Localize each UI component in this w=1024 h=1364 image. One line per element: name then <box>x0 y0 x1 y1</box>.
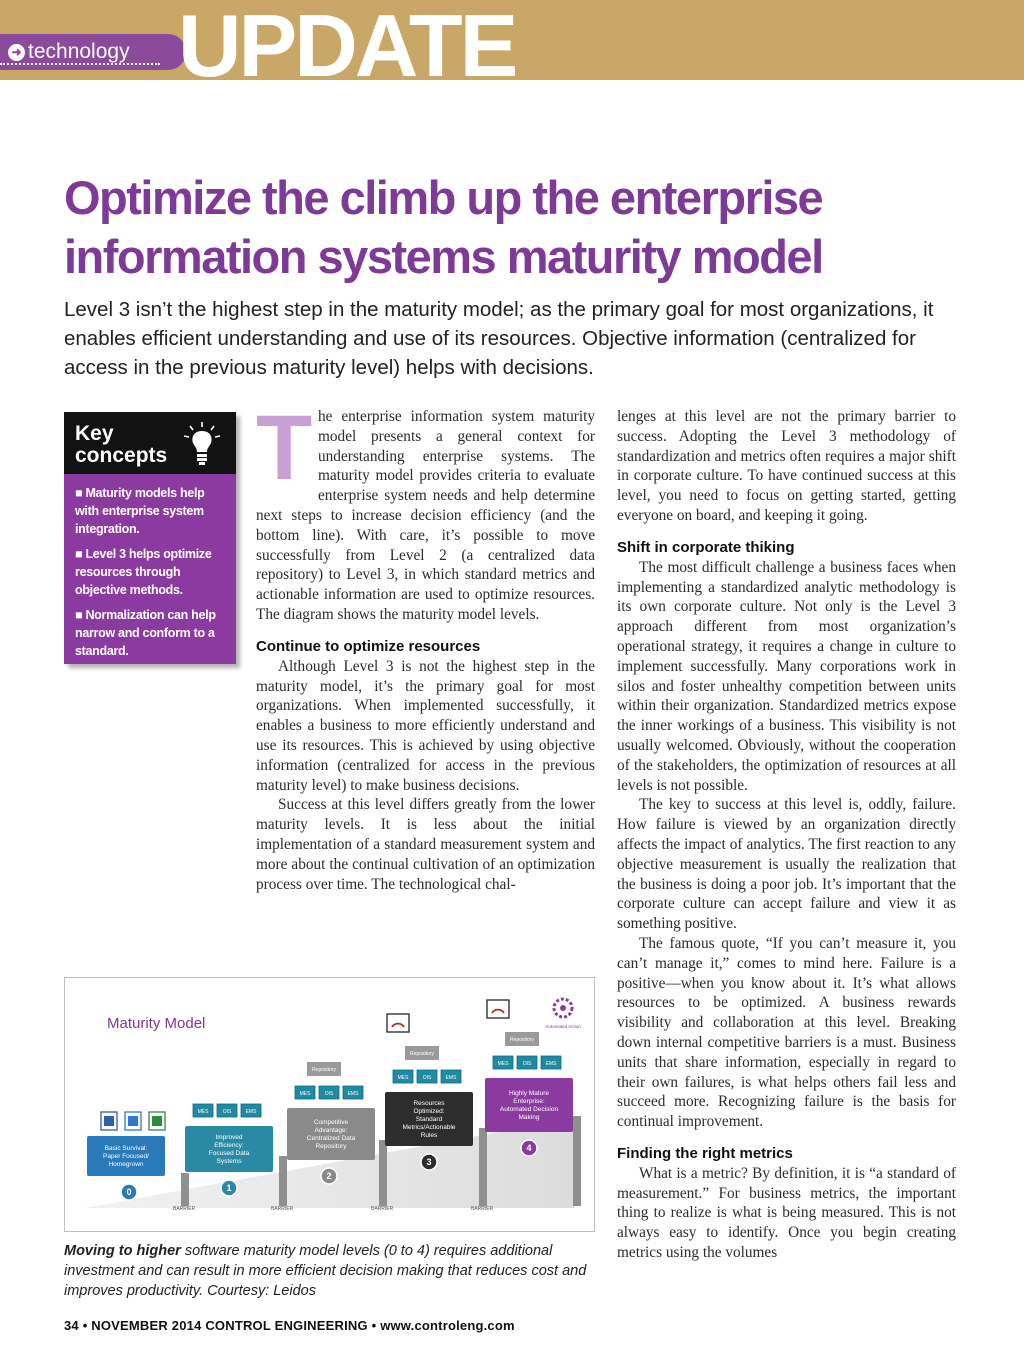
body-paragraph: The most difficult challenge a business faces when implementing a standardized analytic methodology is its own corporate culture. Not only is the Level 3 approach different from most organization’s operational strategy, it requires a change in culture to implement successfully. Many corporations work in silos and foster unhealthy competition between units within their organization. Standardized metrics expose the inner workings of a business. This visibility is not usually welcomed. Obviously, without the cooperation of the stakeholders, the optimization of resources at all levels is not possible. <box>617 558 956 794</box>
body-paragraph: he enterprise information system maturity model presents a general context for understanding enterprise systems. The maturity model provides criteria to evaluate enterprise system needs and help determine next steps to increase decision efficiency (and the bottom line). With care, it’s possible to move successfully from Level 2 (a centralized data repository) to Level 3, in which standard metrics and actionable information are used to optimize resources. The diagram shows the maturity model levels. <box>256 408 595 623</box>
key-concept-item: ■ Maturity models help with enterprise system integration. <box>75 486 205 536</box>
level-label: Repository <box>315 1143 347 1150</box>
subhead: Continue to optimize resources <box>256 637 481 655</box>
article-column-1 <box>256 397 595 894</box>
system-tag-label: MES <box>497 1061 509 1067</box>
level-label: Systems <box>216 1158 242 1165</box>
level-box <box>485 1078 573 1132</box>
barrier-pillar <box>379 1140 387 1206</box>
body-paragraph: Success at this level differs greatly from the lower maturity levels. It is less about the initial implementation of a standard measurement system and more about the continual cultivation of an optimization process over time. The technological chal- <box>256 796 595 893</box>
system-tag-label: MES <box>299 1091 311 1097</box>
figure-caption <box>64 1241 604 1301</box>
caption-text: software maturity model levels (0 to 4) requires additional investment and can result in more efficient decision making that reduces cost and improves productivity. Courtesy: Leidos <box>64 1243 587 1299</box>
repository-label: Repository <box>510 1037 534 1043</box>
level-number: 0 <box>126 1187 132 1197</box>
level-label: Homegrown <box>108 1161 144 1168</box>
level-label: Paper Focused/ <box>103 1153 149 1160</box>
level-label: Advantage: <box>314 1127 348 1134</box>
key-concepts-list <box>64 474 236 664</box>
barrier-label: BARRIER <box>173 1206 196 1212</box>
level-label: Improved <box>215 1134 243 1141</box>
drop-cap: T <box>256 397 313 499</box>
issue-line: NOVEMBER 2014 CONTROL ENGINEERING <box>91 1318 368 1333</box>
body-paragraph: The key to success at this level is, oddly, failure. How failure is viewed by an organization directly affects the impact of analytics. The first reaction to any objective measurement is usually the realization that the business is doing a poor job. It’s important that the corporate culture can accept failure and view it as something positive. <box>617 796 956 933</box>
body-paragraph: lenges at this level are not the primary barrier to success. Adopting the Level 3 methodology of standardization and metrics often requires a major shift in corporate culture. To have continued success at this level, you need to focus on getting started, getting everyone on board, and keeping it going. <box>617 408 956 524</box>
level-number: 4 <box>526 1143 532 1153</box>
maturity-model-figure <box>64 977 595 1232</box>
gear-center <box>560 1005 566 1011</box>
key-concepts-box <box>64 412 236 664</box>
level-label: Efficiency: <box>214 1142 244 1149</box>
level-label: Metrics/Actionable <box>402 1124 456 1131</box>
banner-word: UPDATE <box>178 6 516 86</box>
system-tag-label: EMS <box>545 1061 557 1067</box>
level-number: 2 <box>326 1171 332 1181</box>
system-tag-label: OIS <box>522 1061 532 1067</box>
barrier-pillar <box>573 1116 581 1206</box>
document-icon-mark <box>152 1116 162 1126</box>
level-label: Making <box>518 1114 540 1121</box>
lightbulb-icon <box>182 421 222 467</box>
system-tag-label: OIS <box>222 1109 232 1115</box>
key-concept-item: ■ Level 3 helps optimize resources through objective methods. <box>75 547 212 597</box>
level-box <box>185 1126 273 1172</box>
subhead: Shift in corporate thiking <box>617 538 795 556</box>
key-concepts-heading-2: concepts <box>75 444 168 467</box>
level-label: Highly Mature <box>508 1090 550 1097</box>
page-number: 34 <box>64 1318 79 1333</box>
level-label: Automated Decision <box>499 1106 559 1113</box>
subhead: Finding the right metrics <box>617 1144 793 1162</box>
repository-label: Repository <box>312 1067 336 1073</box>
level-label: Optimized: <box>413 1108 445 1115</box>
key-concepts-heading-1: Key <box>75 422 114 445</box>
level-number: 1 <box>226 1183 232 1193</box>
figure-title: Maturity Model <box>107 1015 206 1032</box>
system-tag-label: OIS <box>422 1075 432 1081</box>
body-paragraph: Although Level 3 is not the highest step in the maturity model, it’s the primary goal for most organizations. When implemented successfully, it enables a business to more efficiently understand and use its resources. This is achieved by using objective information (centralized for access in the previous maturity level) to make business decisions. <box>256 657 595 794</box>
automated-action-label: Automated Action <box>545 1024 581 1029</box>
level-label: Enterprise: <box>513 1098 545 1105</box>
document-icon-mark <box>104 1116 114 1126</box>
article-deck: Level 3 isn’t the highest step in the maturity model; as the primary goal for most organizations, it enables efficient understanding and use of its resources. Objective information (centralized for access in the previous maturity level) helps with decisions. <box>64 298 934 379</box>
level-label: Standard <box>415 1116 443 1123</box>
key-concept-item: ■ Normalization can help narrow and conform to a standard. <box>75 608 216 658</box>
body-paragraph: The famous quote, “If you can’t measure it, you can’t manage it,” comes to mind here. Failure is a positive—when you know about it. It’s what allows resources to be optimized. A business rewards visibility and collaboration at this level. Breaking down internal competitive barriers is a must. Business units that share information, especially in regard to their own failures, is what helps others fail less and succeed more. Recognizing failure is the basis for continual improvement. <box>617 934 956 1131</box>
system-tag-label: OIS <box>324 1091 334 1097</box>
caption-lead: Moving to higher <box>64 1243 181 1259</box>
maturity-model-diagram <box>65 978 595 1232</box>
body-paragraph: What is a metric? By definition, it is “a standard of measurement.” For business metrics, the important thing to realize is what is being measured. This is not always easy to identify. Once you begin creating metrics using the volumes <box>617 1164 956 1262</box>
section-tab <box>0 34 186 70</box>
barrier-pillar <box>479 1128 487 1206</box>
level-box <box>287 1108 375 1160</box>
arrow-circle-icon: ➜ <box>8 44 25 61</box>
system-tag-label: EMS <box>445 1075 457 1081</box>
level-label: Rules <box>420 1132 438 1139</box>
system-tag-label: MES <box>397 1075 409 1081</box>
key-concepts-header <box>64 412 236 474</box>
barrier-pillar <box>181 1173 189 1206</box>
system-tag-label: EMS <box>347 1091 359 1097</box>
repository-label: Repository <box>410 1051 434 1057</box>
section-label: technology <box>28 40 130 63</box>
page-footer: 34 • NOVEMBER 2014 CONTROL ENGINEERING • www.controleng.com <box>64 1318 515 1333</box>
dotted-rule <box>0 63 160 65</box>
level-number: 3 <box>426 1157 432 1167</box>
barrier-pillar <box>279 1156 287 1206</box>
system-tag-label: MES <box>197 1109 209 1115</box>
barrier-label: BARRIER <box>271 1206 294 1212</box>
document-icon-mark <box>128 1116 138 1126</box>
level-label: Centralized Data <box>306 1135 356 1142</box>
barrier-label: BARRIER <box>471 1206 494 1212</box>
barrier-label: BARRIER <box>371 1206 394 1212</box>
level-label: Focused Data <box>208 1150 250 1157</box>
article-title: Optimize the climb up the enterprise information systems maturity model <box>64 171 823 283</box>
system-tag-label: EMS <box>245 1109 257 1115</box>
level-label: Resources <box>413 1100 445 1107</box>
footer-url: www.controleng.com <box>380 1318 515 1333</box>
article-column-2 <box>617 407 956 1263</box>
level-label: Basic Survival: <box>104 1145 148 1152</box>
level-label: Competitive <box>313 1119 349 1126</box>
